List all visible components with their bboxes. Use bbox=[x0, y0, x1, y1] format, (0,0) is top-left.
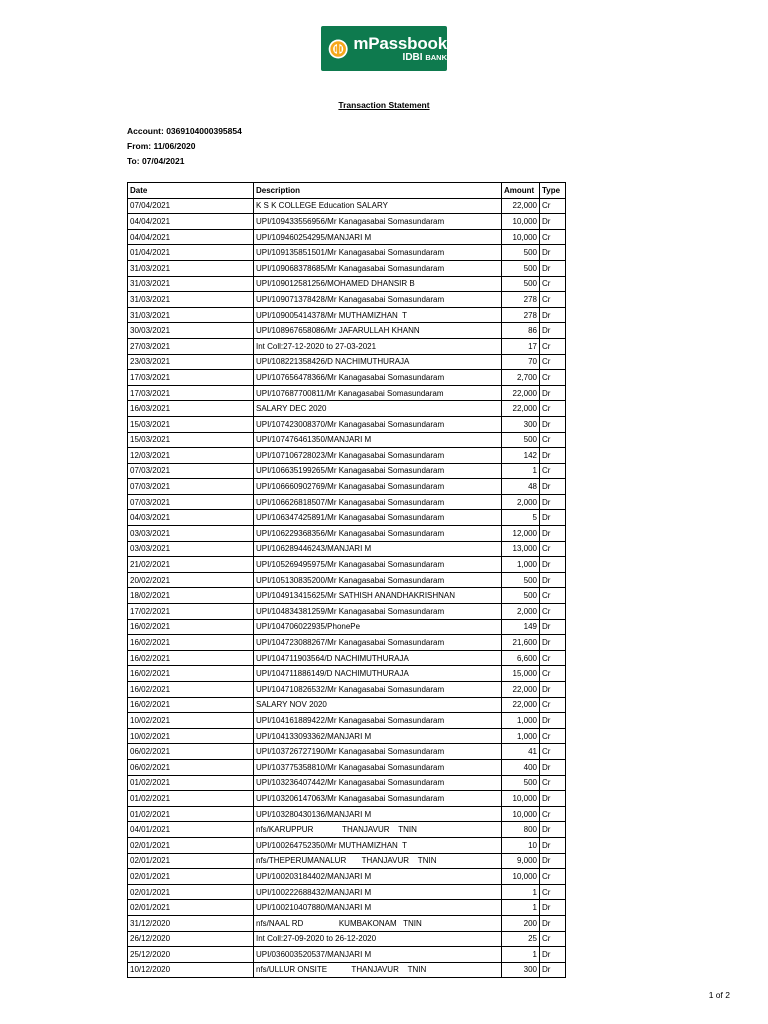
table-row bbox=[128, 853, 566, 869]
cell-date: 15/03/2021 bbox=[128, 432, 254, 448]
table-row bbox=[128, 276, 566, 292]
table-row bbox=[128, 448, 566, 464]
cell-type: Dr bbox=[540, 791, 566, 807]
table-row bbox=[128, 759, 566, 775]
table-row bbox=[128, 697, 566, 713]
table-row bbox=[128, 416, 566, 432]
cell-type: Cr bbox=[540, 650, 566, 666]
table-row bbox=[128, 557, 566, 573]
cell-description: UPI/104710826532/Mr Kanagasabai Somasundaram bbox=[254, 682, 502, 698]
table-row bbox=[128, 260, 566, 276]
cell-description: UPI/106289446243/MANJARI M bbox=[254, 541, 502, 557]
cell-amount: 149 bbox=[502, 619, 540, 635]
cell-type: Dr bbox=[540, 385, 566, 401]
cell-amount: 21,600 bbox=[502, 635, 540, 651]
cell-amount: 12,000 bbox=[502, 526, 540, 542]
table-row bbox=[128, 604, 566, 620]
cell-description: UPI/107656478366/Mr Kanagasabai Somasundaram bbox=[254, 370, 502, 386]
cell-date: 15/03/2021 bbox=[128, 416, 254, 432]
cell-amount: 1,000 bbox=[502, 728, 540, 744]
cell-date: 17/03/2021 bbox=[128, 370, 254, 386]
cell-type: Cr bbox=[540, 338, 566, 354]
cell-type: Dr bbox=[540, 526, 566, 542]
cell-description: UPI/105130835200/Mr Kanagasabai Somasundaram bbox=[254, 572, 502, 588]
cell-description: UPI/104706022935/PhonePe bbox=[254, 619, 502, 635]
cell-date: 21/02/2021 bbox=[128, 557, 254, 573]
cell-date: 06/02/2021 bbox=[128, 744, 254, 760]
cell-type: Dr bbox=[540, 837, 566, 853]
cell-date: 06/02/2021 bbox=[128, 759, 254, 775]
cell-type: Dr bbox=[540, 494, 566, 510]
cell-description: UPI/106347425891/Mr Kanagasabai Somasundaram bbox=[254, 510, 502, 526]
cell-date: 03/03/2021 bbox=[128, 541, 254, 557]
cell-amount: 300 bbox=[502, 416, 540, 432]
column-header-type: Type bbox=[540, 183, 566, 199]
cell-amount: 15,000 bbox=[502, 666, 540, 682]
cell-type: Dr bbox=[540, 713, 566, 729]
cell-amount: 48 bbox=[502, 479, 540, 495]
cell-type: Dr bbox=[540, 510, 566, 526]
cell-description: UPI/108967658086/Mr JAFARULLAH KHANN bbox=[254, 323, 502, 339]
cell-description: UPI/107106728023/Mr Kanagasabai Somasundaram bbox=[254, 448, 502, 464]
table-row bbox=[128, 526, 566, 542]
cell-date: 23/03/2021 bbox=[128, 354, 254, 370]
cell-date: 16/02/2021 bbox=[128, 682, 254, 698]
cell-date: 16/02/2021 bbox=[128, 619, 254, 635]
cell-description: UPI/109068378685/Mr Kanagasabai Somasundaram bbox=[254, 260, 502, 276]
cell-amount: 2,700 bbox=[502, 370, 540, 386]
cell-date: 31/03/2021 bbox=[128, 260, 254, 276]
table-row bbox=[128, 354, 566, 370]
cell-description: UPI/100203184402/MANJARI M bbox=[254, 869, 502, 885]
cell-date: 16/02/2021 bbox=[128, 666, 254, 682]
cell-description: UPI/103280430136/MANJARI M bbox=[254, 806, 502, 822]
cell-type: Cr bbox=[540, 276, 566, 292]
cell-type: Dr bbox=[540, 323, 566, 339]
table-row bbox=[128, 385, 566, 401]
table-row bbox=[128, 635, 566, 651]
cell-description: UPI/104161889422/Mr Kanagasabai Somasundaram bbox=[254, 713, 502, 729]
cell-type: Dr bbox=[540, 682, 566, 698]
transaction-rows bbox=[128, 198, 566, 978]
cell-amount: 10,000 bbox=[502, 229, 540, 245]
cell-amount: 10,000 bbox=[502, 806, 540, 822]
cell-description: UPI/104723088267/Mr Kanagasabai Somasundaram bbox=[254, 635, 502, 651]
cell-description: UPI/100222688432/MANJARI M bbox=[254, 884, 502, 900]
table-row bbox=[128, 728, 566, 744]
table-row bbox=[128, 775, 566, 791]
cell-type: Dr bbox=[540, 635, 566, 651]
table-row bbox=[128, 510, 566, 526]
cell-description: UPI/104711886149/D NACHIMUTHURAJA bbox=[254, 666, 502, 682]
table-row bbox=[128, 292, 566, 308]
cell-amount: 2,000 bbox=[502, 494, 540, 510]
cell-date: 02/01/2021 bbox=[128, 869, 254, 885]
from-date: From: 11/06/2020 bbox=[127, 141, 196, 151]
cell-amount: 1,000 bbox=[502, 557, 540, 573]
cell-description: UPI/109071378428/Mr Kanagasabai Somasundaram bbox=[254, 292, 502, 308]
cell-type: Cr bbox=[540, 292, 566, 308]
cell-amount: 1,000 bbox=[502, 713, 540, 729]
cell-type: Cr bbox=[540, 229, 566, 245]
cell-date: 07/03/2021 bbox=[128, 479, 254, 495]
cell-amount: 500 bbox=[502, 432, 540, 448]
table-row bbox=[128, 791, 566, 807]
cell-date: 12/03/2021 bbox=[128, 448, 254, 464]
table-row bbox=[128, 323, 566, 339]
cell-type: Dr bbox=[540, 572, 566, 588]
table-row bbox=[128, 650, 566, 666]
account-number: Account: 0369104000395854 bbox=[127, 126, 242, 136]
cell-date: 26/12/2020 bbox=[128, 931, 254, 947]
bank-prefix: IDBI bbox=[402, 51, 423, 63]
cell-amount: 1 bbox=[502, 463, 540, 479]
cell-description: UPI/108221358426/D NACHIMUTHURAJA bbox=[254, 354, 502, 370]
cell-type: Dr bbox=[540, 900, 566, 916]
table-row bbox=[128, 900, 566, 916]
cell-type: Dr bbox=[540, 245, 566, 261]
to-date: To: 07/04/2021 bbox=[127, 156, 185, 166]
cell-date: 03/03/2021 bbox=[128, 526, 254, 542]
table-row bbox=[128, 541, 566, 557]
cell-amount: 278 bbox=[502, 307, 540, 323]
table-row bbox=[128, 962, 566, 978]
cell-amount: 1 bbox=[502, 884, 540, 900]
cell-description: K S K COLLEGE Education SALARY bbox=[254, 198, 502, 214]
cell-description: UPI/103206147063/Mr Kanagasabai Somasundaram bbox=[254, 791, 502, 807]
cell-description: UPI/106635199265/Mr Kanagasabai Somasundaram bbox=[254, 463, 502, 479]
cell-type: Cr bbox=[540, 198, 566, 214]
cell-date: 31/12/2020 bbox=[128, 915, 254, 931]
cell-amount: 6,600 bbox=[502, 650, 540, 666]
table-row bbox=[128, 682, 566, 698]
cell-amount: 25 bbox=[502, 931, 540, 947]
table-row bbox=[128, 245, 566, 261]
cell-type: Cr bbox=[540, 432, 566, 448]
cell-date: 30/03/2021 bbox=[128, 323, 254, 339]
cell-type: Dr bbox=[540, 853, 566, 869]
cell-amount: 500 bbox=[502, 276, 540, 292]
cell-date: 01/02/2021 bbox=[128, 791, 254, 807]
statement-title: Transaction Statement bbox=[338, 100, 430, 110]
cell-amount: 1 bbox=[502, 947, 540, 963]
cell-amount: 22,000 bbox=[502, 697, 540, 713]
cell-type: Dr bbox=[540, 260, 566, 276]
cell-type: Cr bbox=[540, 463, 566, 479]
cell-type: Dr bbox=[540, 947, 566, 963]
idbi-logo-icon bbox=[328, 34, 348, 64]
cell-type: Cr bbox=[540, 604, 566, 620]
cell-description: UPI/109460254295/MANJARI M bbox=[254, 229, 502, 245]
bank-suffix: BANK bbox=[425, 52, 447, 62]
cell-amount: 278 bbox=[502, 292, 540, 308]
cell-amount: 500 bbox=[502, 775, 540, 791]
cell-amount: 142 bbox=[502, 448, 540, 464]
cell-amount: 70 bbox=[502, 354, 540, 370]
cell-description: UPI/106229368356/Mr Kanagasabai Somasundaram bbox=[254, 526, 502, 542]
cell-amount: 10,000 bbox=[502, 214, 540, 230]
cell-type: Cr bbox=[540, 666, 566, 682]
table-row bbox=[128, 884, 566, 900]
cell-date: 01/04/2021 bbox=[128, 245, 254, 261]
cell-type: Cr bbox=[540, 775, 566, 791]
cell-type: Dr bbox=[540, 416, 566, 432]
cell-amount: 2,000 bbox=[502, 604, 540, 620]
cell-type: Cr bbox=[540, 370, 566, 386]
table-row bbox=[128, 822, 566, 838]
table-row bbox=[128, 588, 566, 604]
cell-description: UPI/104913415625/Mr SATHISH ANANDHAKRISHNAN bbox=[254, 588, 502, 604]
cell-description: nfs/KARUPPUR THANJAVUR TNIN bbox=[254, 822, 502, 838]
cell-type: Dr bbox=[540, 962, 566, 978]
table-row bbox=[128, 744, 566, 760]
table-row bbox=[128, 214, 566, 230]
cell-type: Cr bbox=[540, 354, 566, 370]
mpassbook-logo bbox=[321, 26, 447, 71]
cell-date: 04/04/2021 bbox=[128, 229, 254, 245]
page-number: 1 of 2 bbox=[708, 990, 730, 1000]
cell-date: 20/02/2021 bbox=[128, 572, 254, 588]
cell-type: Cr bbox=[540, 588, 566, 604]
cell-type: Dr bbox=[540, 915, 566, 931]
cell-date: 31/03/2021 bbox=[128, 276, 254, 292]
cell-date: 01/02/2021 bbox=[128, 806, 254, 822]
cell-amount: 9,000 bbox=[502, 853, 540, 869]
cell-amount: 300 bbox=[502, 962, 540, 978]
cell-description: UPI/104834381259/Mr Kanagasabai Somasundaram bbox=[254, 604, 502, 620]
cell-amount: 400 bbox=[502, 759, 540, 775]
bank-name bbox=[353, 53, 447, 63]
cell-description: Int Coll:27-09-2020 to 26-12-2020 bbox=[254, 931, 502, 947]
cell-description: UPI/104133093362/MANJARI M bbox=[254, 728, 502, 744]
table-row bbox=[128, 931, 566, 947]
cell-description: UPI/109135851501/Mr Kanagasabai Somasundaram bbox=[254, 245, 502, 261]
table-row bbox=[128, 806, 566, 822]
cell-date: 16/03/2021 bbox=[128, 401, 254, 417]
table-row bbox=[128, 869, 566, 885]
cell-date: 04/04/2021 bbox=[128, 214, 254, 230]
cell-description: UPI/036003520537/MANJARI M bbox=[254, 947, 502, 963]
cell-amount: 500 bbox=[502, 245, 540, 261]
cell-description: nfs/ULLUR ONSITE THANJAVUR TNIN bbox=[254, 962, 502, 978]
cell-type: Dr bbox=[540, 759, 566, 775]
cell-amount: 22,000 bbox=[502, 401, 540, 417]
cell-date: 04/01/2021 bbox=[128, 822, 254, 838]
cell-amount: 800 bbox=[502, 822, 540, 838]
cell-type: Cr bbox=[540, 931, 566, 947]
cell-description: nfs/THEPERUMANALUR THANJAVUR TNIN bbox=[254, 853, 502, 869]
cell-amount: 13,000 bbox=[502, 541, 540, 557]
table-row bbox=[128, 494, 566, 510]
cell-date: 10/12/2020 bbox=[128, 962, 254, 978]
column-header-date: Date bbox=[128, 183, 254, 199]
cell-date: 10/02/2021 bbox=[128, 728, 254, 744]
cell-description: UPI/107476461350/MANJARI M bbox=[254, 432, 502, 448]
cell-date: 02/01/2021 bbox=[128, 884, 254, 900]
table-row bbox=[128, 619, 566, 635]
table-row bbox=[128, 713, 566, 729]
brand-name: mPassbook bbox=[353, 33, 447, 53]
cell-type: Dr bbox=[540, 822, 566, 838]
table-row bbox=[128, 947, 566, 963]
table-row bbox=[128, 370, 566, 386]
cell-amount: 500 bbox=[502, 260, 540, 276]
column-header-amount: Amount bbox=[502, 183, 540, 199]
cell-description: UPI/109005414378/Mr MUTHAMIZHAN T bbox=[254, 307, 502, 323]
cell-date: 04/03/2021 bbox=[128, 510, 254, 526]
cell-amount: 10,000 bbox=[502, 791, 540, 807]
cell-description: UPI/104711903564/D NACHIMUTHURAJA bbox=[254, 650, 502, 666]
table-row bbox=[128, 307, 566, 323]
cell-description: UPI/103775358810/Mr Kanagasabai Somasundaram bbox=[254, 759, 502, 775]
cell-type: Cr bbox=[540, 744, 566, 760]
cell-type: Cr bbox=[540, 401, 566, 417]
cell-date: 18/02/2021 bbox=[128, 588, 254, 604]
cell-date: 10/02/2021 bbox=[128, 713, 254, 729]
cell-description: Int Coll:27-12-2020 to 27-03-2021 bbox=[254, 338, 502, 354]
cell-description: SALARY NOV 2020 bbox=[254, 697, 502, 713]
cell-amount: 500 bbox=[502, 588, 540, 604]
cell-type: Dr bbox=[540, 448, 566, 464]
cell-type: Cr bbox=[540, 541, 566, 557]
cell-date: 31/03/2021 bbox=[128, 307, 254, 323]
table-row bbox=[128, 915, 566, 931]
cell-date: 16/02/2021 bbox=[128, 697, 254, 713]
cell-amount: 10 bbox=[502, 837, 540, 853]
cell-amount: 22,000 bbox=[502, 682, 540, 698]
cell-date: 02/01/2021 bbox=[128, 853, 254, 869]
cell-type: Dr bbox=[540, 214, 566, 230]
cell-date: 07/04/2021 bbox=[128, 198, 254, 214]
cell-description: UPI/103236407442/Mr Kanagasabai Somasundaram bbox=[254, 775, 502, 791]
table-row bbox=[128, 229, 566, 245]
logo-text bbox=[353, 35, 447, 63]
cell-amount: 17 bbox=[502, 338, 540, 354]
cell-date: 17/03/2021 bbox=[128, 385, 254, 401]
cell-amount: 41 bbox=[502, 744, 540, 760]
cell-date: 16/02/2021 bbox=[128, 635, 254, 651]
cell-description: UPI/109433556956/Mr Kanagasabai Somasundaram bbox=[254, 214, 502, 230]
cell-description: UPI/103726727190/Mr Kanagasabai Somasundaram bbox=[254, 744, 502, 760]
cell-amount: 500 bbox=[502, 572, 540, 588]
table-row bbox=[128, 198, 566, 214]
cell-description: UPI/107687700811/Mr Kanagasabai Somasundaram bbox=[254, 385, 502, 401]
table-row bbox=[128, 837, 566, 853]
cell-type: Dr bbox=[540, 557, 566, 573]
table-row bbox=[128, 666, 566, 682]
column-header-description: Description bbox=[254, 183, 502, 199]
cell-description: UPI/100210407880/MANJARI M bbox=[254, 900, 502, 916]
cell-amount: 1 bbox=[502, 900, 540, 916]
cell-type: Dr bbox=[540, 307, 566, 323]
table-row bbox=[128, 572, 566, 588]
cell-date: 27/03/2021 bbox=[128, 338, 254, 354]
cell-type: Cr bbox=[540, 697, 566, 713]
cell-type: Cr bbox=[540, 806, 566, 822]
cell-date: 07/03/2021 bbox=[128, 463, 254, 479]
cell-amount: 22,000 bbox=[502, 385, 540, 401]
cell-amount: 22,000 bbox=[502, 198, 540, 214]
cell-date: 31/03/2021 bbox=[128, 292, 254, 308]
cell-description: UPI/100264752350/Mr MUTHAMIZHAN T bbox=[254, 837, 502, 853]
cell-amount: 200 bbox=[502, 915, 540, 931]
account-details bbox=[127, 124, 242, 169]
cell-description: UPI/105269495975/Mr Kanagasabai Somasundaram bbox=[254, 557, 502, 573]
cell-type: Dr bbox=[540, 619, 566, 635]
table-row bbox=[128, 432, 566, 448]
cell-amount: 10,000 bbox=[502, 869, 540, 885]
transaction-table bbox=[127, 182, 566, 978]
cell-description: UPI/109012581256/MOHAMED DHANSIR B bbox=[254, 276, 502, 292]
cell-amount: 86 bbox=[502, 323, 540, 339]
cell-description: nfs/NAAL RD KUMBAKONAM TNIN bbox=[254, 915, 502, 931]
table-row bbox=[128, 401, 566, 417]
table-row bbox=[128, 463, 566, 479]
table-header-row bbox=[128, 183, 566, 199]
cell-date: 02/01/2021 bbox=[128, 837, 254, 853]
cell-type: Cr bbox=[540, 869, 566, 885]
cell-amount: 5 bbox=[502, 510, 540, 526]
cell-date: 01/02/2021 bbox=[128, 775, 254, 791]
cell-type: Cr bbox=[540, 884, 566, 900]
cell-description: UPI/106660902769/Mr Kanagasabai Somasundaram bbox=[254, 479, 502, 495]
cell-date: 25/12/2020 bbox=[128, 947, 254, 963]
cell-description: UPI/106626818507/Mr Kanagasabai Somasundaram bbox=[254, 494, 502, 510]
cell-date: 07/03/2021 bbox=[128, 494, 254, 510]
cell-type: Cr bbox=[540, 728, 566, 744]
cell-description: SALARY DEC 2020 bbox=[254, 401, 502, 417]
cell-description: UPI/107423008370/Mr Kanagasabai Somasundaram bbox=[254, 416, 502, 432]
cell-date: 02/01/2021 bbox=[128, 900, 254, 916]
table-row bbox=[128, 338, 566, 354]
cell-date: 16/02/2021 bbox=[128, 650, 254, 666]
table-row bbox=[128, 479, 566, 495]
cell-date: 17/02/2021 bbox=[128, 604, 254, 620]
cell-type: Dr bbox=[540, 479, 566, 495]
